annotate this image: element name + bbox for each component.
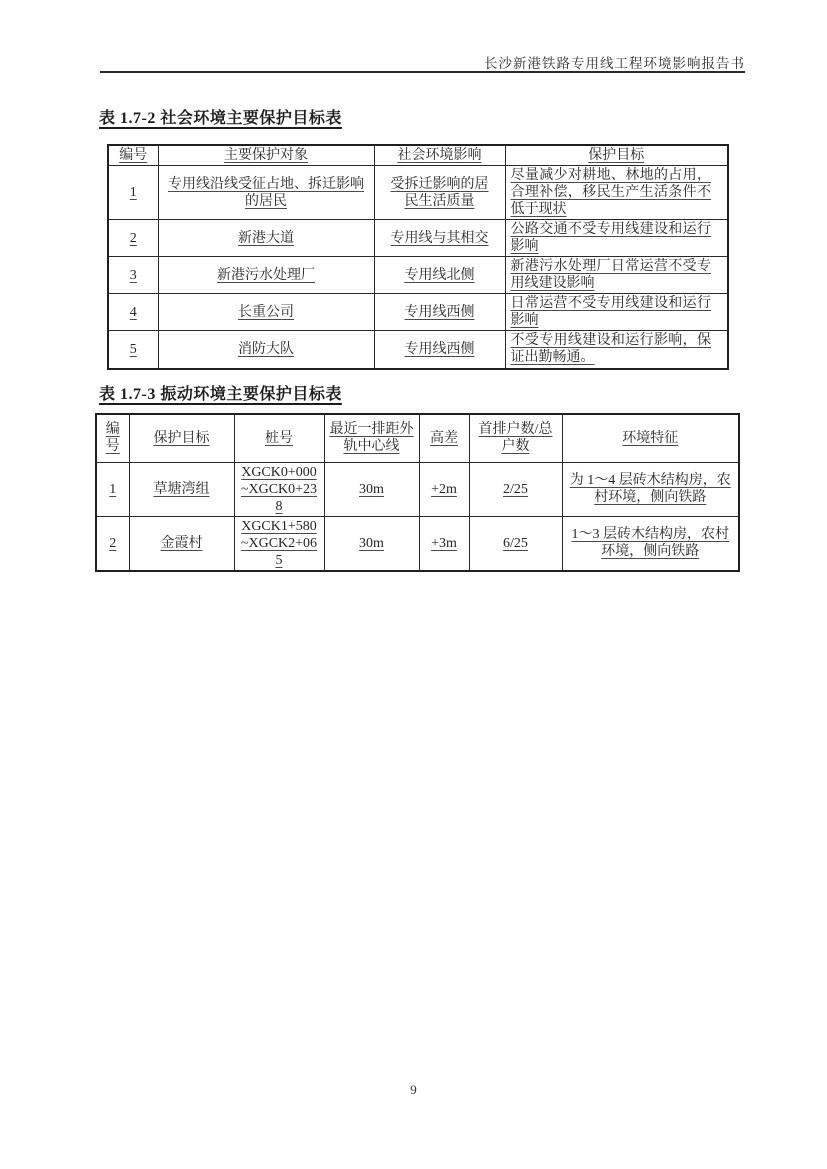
- table-row: [108, 294, 728, 331]
- table-cell: 不受专用线建设和运行影响，保证出勤畅通。: [505, 331, 728, 369]
- column-header: 桩号: [234, 414, 324, 462]
- table-cell: 日常运营不受专用线建设和运行影响: [505, 294, 728, 331]
- table-cell: 专用线北侧: [374, 257, 505, 294]
- table-cell: 专用线与其相交: [374, 220, 505, 257]
- table-cell: 新港污水处理厂日常运营不受专用线建设影响: [505, 257, 728, 294]
- column-header: 社会环境影响: [374, 145, 505, 166]
- table-header-row: [96, 414, 739, 462]
- table-cell: 专用线西侧: [374, 294, 505, 331]
- header-rule: [100, 71, 745, 73]
- table-cell: 尽量减少对耕地、林地的占用，合理补偿，移民生产生活条件不低于现状: [505, 166, 728, 220]
- table-cell: 1: [96, 462, 129, 516]
- page-header-title: 长沙新港铁路专用线工程环境影响报告书: [484, 56, 745, 71]
- table-cell: XGCK0+000~XGCK0+238: [234, 462, 324, 516]
- table-cell: 专用线沿线受征占地、拆迁影响的居民: [158, 166, 374, 220]
- table-cell: 5: [108, 331, 158, 369]
- table-cell: +3m: [419, 516, 469, 571]
- vibration-environment-table: [95, 413, 740, 572]
- page-number: 9: [410, 1082, 417, 1097]
- table-cell: 消防大队: [158, 331, 374, 369]
- table-cell: 新港大道: [158, 220, 374, 257]
- table-1-7-3-title: 表 1.7-3 振动环境主要保护目标表: [99, 386, 342, 403]
- column-header: 保护目标: [129, 414, 234, 462]
- column-header: 编号: [108, 145, 158, 166]
- table-cell: 30m: [324, 462, 419, 516]
- column-header: 编号: [96, 414, 129, 462]
- table-header-row: [108, 145, 728, 166]
- table-cell: 3: [108, 257, 158, 294]
- column-header: 环境特征: [562, 414, 739, 462]
- social-environment-table: [107, 144, 729, 370]
- table-cell: 为 1～4 层砖木结构房，农村环境，侧向铁路: [562, 462, 739, 516]
- table-cell: 6/25: [469, 516, 562, 571]
- column-header: 主要保护对象: [158, 145, 374, 166]
- table-row: [108, 220, 728, 257]
- table-cell: XGCK1+580~XGCK2+065: [234, 516, 324, 571]
- table-cell: +2m: [419, 462, 469, 516]
- table-cell: 30m: [324, 516, 419, 571]
- table-cell: 公路交通不受专用线建设和运行影响: [505, 220, 728, 257]
- table-1-7-2-title: 表 1.7-2 社会环境主要保护目标表: [99, 110, 342, 127]
- table-row: [108, 166, 728, 220]
- table-cell: 草塘湾组: [129, 462, 234, 516]
- table-cell: 受拆迁影响的居民生活质量: [374, 166, 505, 220]
- table-cell: 2/25: [469, 462, 562, 516]
- column-header: 最近一排距外轨中心线: [324, 414, 419, 462]
- table-cell: 2: [96, 516, 129, 571]
- column-header: 首排户数/总户数: [469, 414, 562, 462]
- table-row: [96, 516, 739, 571]
- table-row: [108, 331, 728, 369]
- table-row: [96, 462, 739, 516]
- table-cell: 专用线西侧: [374, 331, 505, 369]
- column-header: 高差: [419, 414, 469, 462]
- table-row: [108, 257, 728, 294]
- table-cell: 1～3 层砖木结构房，农村环境，侧向铁路: [562, 516, 739, 571]
- table-cell: 长重公司: [158, 294, 374, 331]
- table-cell: 1: [108, 166, 158, 220]
- column-header: 保护目标: [505, 145, 728, 166]
- table-cell: 新港污水处理厂: [158, 257, 374, 294]
- table-cell: 4: [108, 294, 158, 331]
- table-cell: 金霞村: [129, 516, 234, 571]
- table-cell: 2: [108, 220, 158, 257]
